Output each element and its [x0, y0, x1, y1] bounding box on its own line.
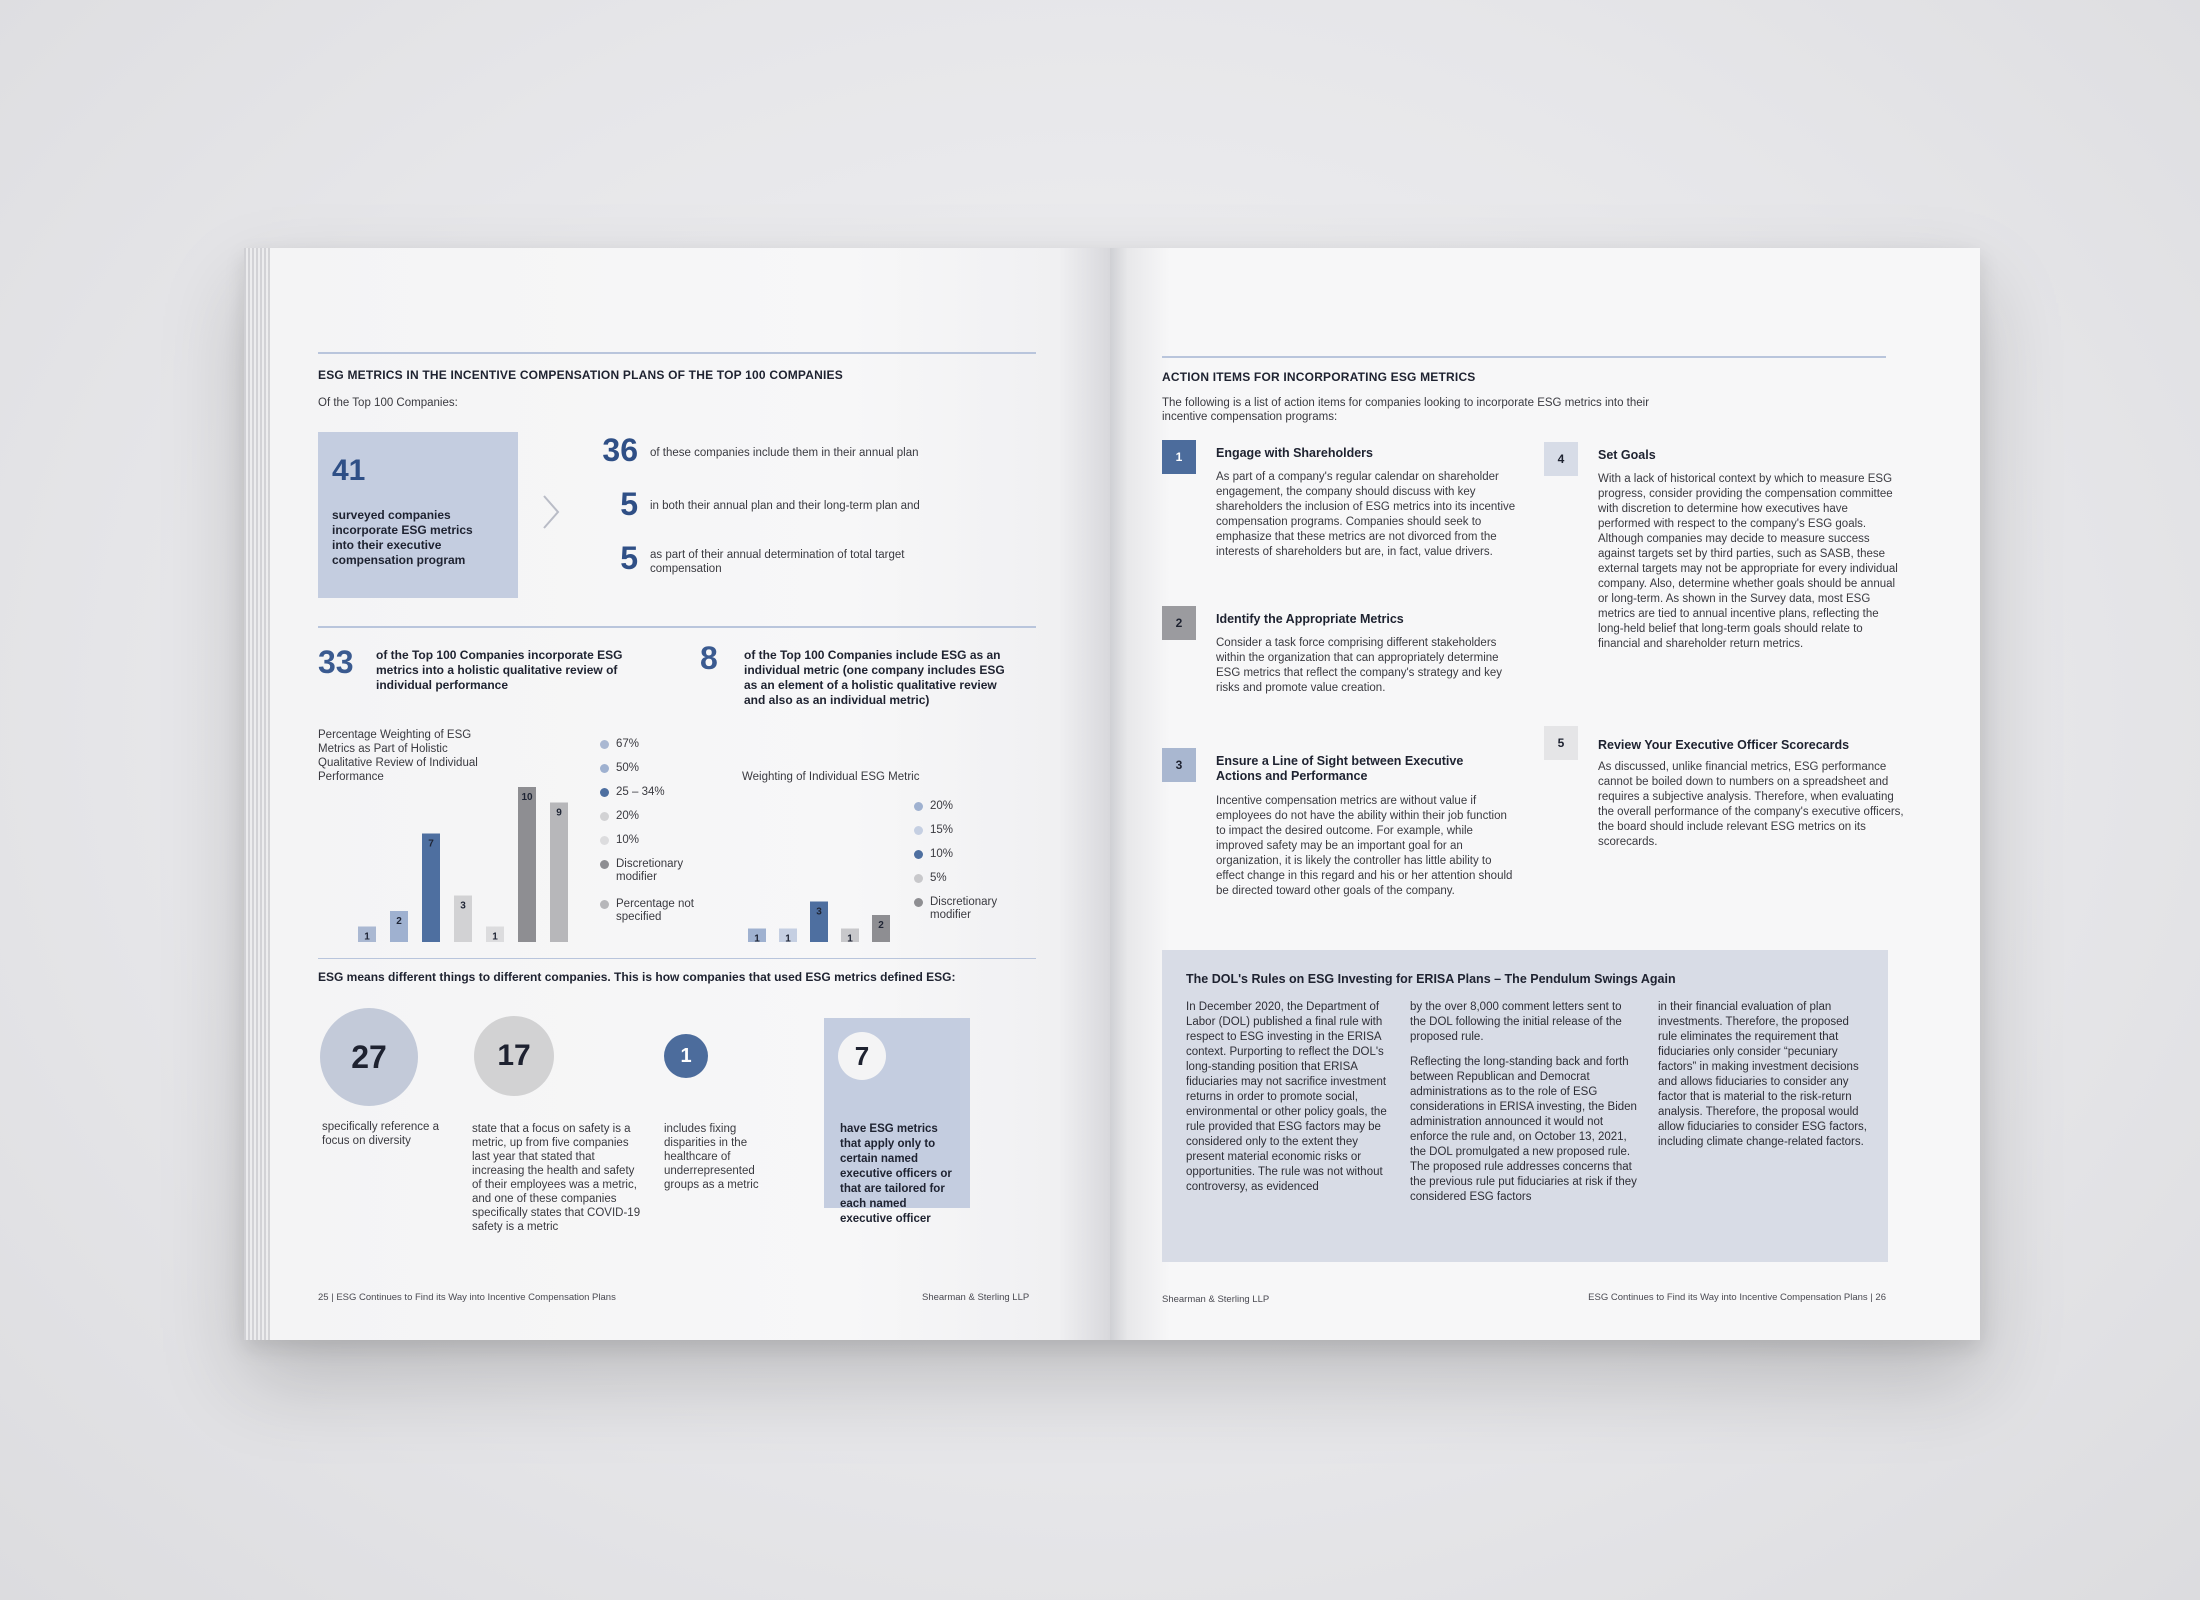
item-number-badge: 3 [1162, 748, 1196, 782]
chart-legend [600, 738, 740, 938]
dol-paragraph: Reflecting the long-standing back and forth between Republican and Democrat administrations as to the role of ESG considerations in ERISA investing, the Biden administration announced it would not enforce the rule and, on October 13, 2021, the DOL promulgated a new proposed rule. The proposed rule addresses concerns that the previous rule put fiduciaries at risk if they considered ESG factors [1410, 1056, 1637, 1203]
stat-circle-text: specifically reference a focus on diversity [322, 1121, 439, 1147]
stat-text: in both their annual plan and their long-term plan and [650, 500, 920, 512]
legend-label: 10% [930, 848, 954, 860]
chart-data-label: 1 [492, 931, 498, 943]
chevron-right-icon [540, 492, 562, 532]
divider [1162, 356, 1886, 358]
chart-data-label: 10 [521, 792, 533, 803]
right-page [1110, 248, 1980, 1340]
legend-swatch [600, 788, 609, 797]
divider [318, 958, 1036, 959]
item-title: Set Goals [1598, 448, 1656, 462]
page-footer-right: Shearman & Sterling LLP [922, 1292, 1030, 1303]
dol-column-1: In December 2020, the Department of Labor (DOL) published a final rule with respect to ESG investing in the ERISA context. Purporting to reflect the DOL's long-standing position that ERISA fiduciaries may not sacrifice investment returns in order to promote social, environmental or other policy goals, the rule provided that ESG factors may be considered only to the extent they present material economic risks or opportunities. The rule was not without controversy, as evidenced [1186, 1001, 1387, 1193]
legend-label: 20% [616, 810, 640, 822]
chart-bar [518, 787, 536, 942]
item-body: As part of a company's regular calendar on shareholder engagement, the company should discuss with key shareholders the inclusion of ESG metrics into its incentive compensation programs. Companies should seek to emphasize that these metrics are not divorced from the interests of shareholders but are, in fact, value drivers. [1216, 471, 1516, 558]
holistic-text: of the Top 100 Companies incorporate ESG metrics into a holistic qualitative review of individual performance [376, 648, 623, 692]
chart-title: Weighting of Individual ESG Metric [742, 771, 920, 783]
legend-label: 10% [616, 834, 640, 846]
highlight-box [824, 1018, 970, 1225]
chart-data-label: 3 [460, 900, 466, 912]
chart-data-label: 1 [785, 933, 791, 945]
item-title: Ensure a Line of Sight between Executive Actions and Performance [1216, 754, 1464, 783]
stat-number: 5 [620, 540, 638, 576]
legend-swatch [914, 802, 923, 811]
page-edges [244, 248, 270, 1340]
stat-circle: 7 [838, 1032, 886, 1080]
item-body: Incentive compensation metrics are without value if employees do not have the ability within their job function to impact the desired outcome. For example, while improved safety may be an important goal for an organization, it is likely the controller has little ability to effect change in this regard and his or her attention should be directed toward other goals of the company. [1216, 795, 1513, 897]
legend-label: Discretionary modifier [930, 896, 998, 921]
item-number-badge: 1 [1162, 440, 1196, 474]
highlight-box [318, 432, 518, 598]
section-title: ACTION ITEMS FOR INCORPORATING ESG METRICS [1162, 370, 1476, 384]
legend-label: 25 – 34% [616, 786, 665, 798]
stat-number: 36 [602, 432, 638, 468]
item-number-badge: 5 [1544, 726, 1578, 760]
individual-number: 8 [700, 640, 718, 676]
section-subtitle: Of the Top 100 Companies: [318, 397, 458, 409]
stat-number: 5 [620, 486, 638, 522]
section-title: ESG METRICS IN THE INCENTIVE COMPENSATION PLANS OF THE TOP 100 COMPANIES [318, 368, 843, 382]
legend-swatch [600, 740, 609, 749]
dol-paragraph: by the over 8,000 comment letters sent to the DOL following the initial release of the proposed rule. [1410, 1001, 1622, 1043]
chart-data-label: 3 [816, 906, 822, 918]
legend-label: Discretionary modifier [616, 858, 684, 883]
individual-text: of the Top 100 Companies include ESG as an individual metric (one company includes ESG as an element of a holistic qualitative review and also as an individual metric) [744, 648, 1005, 707]
item-body: With a lack of historical context by which to measure ESG progress, consider providing the compensation committee with discretion to determine how executives have performed with respect to the company's ESG goals. Although companies may decide to measure success against targets set by third parties, such as SASB, these external targets may not be appropriate for every individual company. Also, determine whether goals should be annual or long-term. As shown in the Survey data, most ESG metrics are tied to annual incentive plans, reflecting the long-held belief that long-term goals should relate to financial and shareholder return metrics. [1598, 473, 1898, 650]
legend-swatch [600, 812, 609, 821]
chart-data-label: 9 [556, 807, 562, 819]
stat-circle-text: have ESG metrics that apply only to certain named executive officers or that are tailored for each named executive officer [840, 1123, 952, 1225]
legend-swatch [600, 860, 609, 869]
dol-column-2 [1410, 1000, 1640, 1215]
legend-label: Percentage not specified [616, 898, 695, 923]
holistic-number: 33 [318, 644, 354, 680]
item-number-badge: 4 [1544, 442, 1578, 476]
stat-circle: 1 [664, 1034, 708, 1078]
chart-bar [422, 834, 440, 943]
box-number: 41 [332, 454, 366, 487]
chart-data-label: 1 [364, 931, 370, 943]
item-title: Review Your Executive Officer Scorecards [1598, 738, 1850, 752]
legend-label: 50% [616, 762, 640, 774]
legend-swatch [600, 900, 609, 909]
legend-label: 5% [930, 872, 947, 884]
chart-bar [550, 803, 568, 943]
divider [318, 352, 1036, 354]
page-footer-left: Shearman & Sterling LLP [1162, 1294, 1270, 1305]
legend-swatch [914, 826, 923, 835]
stat-circle: 27 [320, 1008, 418, 1106]
legend-swatch [914, 874, 923, 883]
individual-weighting-chart [744, 788, 924, 948]
legend-swatch [600, 836, 609, 845]
chart-legend [914, 800, 1024, 940]
holistic-weighting-chart [354, 768, 604, 948]
dol-callout-box [1162, 950, 1888, 1262]
item-title: Identify the Appropriate Metrics [1216, 612, 1404, 626]
stat-text: as part of their annual determination of total target compensation [650, 549, 905, 575]
dol-title: The DOL's Rules on ESG Investing for ERISA Plans – The Pendulum Swings Again [1186, 972, 1676, 986]
chart-title: Percentage Weighting of ESG Metrics as Part of Holistic Qualitative Review of Individual Performance [318, 729, 478, 783]
stat-circle: 17 [474, 1016, 554, 1096]
legend-swatch [914, 898, 923, 907]
chart-data-label: 1 [847, 933, 853, 945]
box-text: surveyed companies incorporate ESG metrics into their executive compensation program [332, 508, 473, 567]
chart-data-label: 7 [428, 838, 434, 850]
section-intro: The following is a list of action items for companies looking to incorporate ESG metrics into their incentive compensation programs: [1162, 397, 1650, 423]
page-footer-right: ESG Continues to Find its Way into Incentive Compensation Plans | 26 [1588, 1292, 1886, 1303]
chart-data-label: 1 [754, 933, 760, 945]
dol-column-3: in their financial evaluation of plan investments. Therefore, the proposed rule eliminates the requirement that fiduciaries only consider “pecuniary factors” in making investment decisions and allows fiduciaries to consider any factor that is material to the risk-return analysis. Therefore, the proposal would allow fiduciaries to consider ESG factors, including climate change-related factors. [1658, 1001, 1868, 1148]
item-body: As discussed, unlike financial metrics, ESG performance cannot be boiled down to numbers on a spreadsheet and requires a subjective analysis. Therefore, when evaluating the overall performance of the company's executive officers, the board should include relevant ESG metrics on its scorecards. [1598, 761, 1904, 848]
page-footer-left: 25 | ESG Continues to Find its Way into Incentive Compensation Plans [318, 1292, 616, 1303]
chart-data-label: 2 [396, 916, 402, 927]
item-body: Consider a task force comprising different stakeholders within the organization that can appropriately determine ESG metrics that reflect the company's strategy and key risks and promote value creation. [1216, 637, 1502, 694]
stat-circle-text: includes fixing disparities in the healthcare of underrepresented groups as a metric [664, 1123, 759, 1191]
stat-text: of these companies include them in their annual plan [650, 447, 919, 459]
divider [318, 626, 1036, 628]
stats-list [592, 432, 1032, 602]
esg-definition-title: ESG means different things to different companies. This is how companies that used ESG metrics defined ESG: [318, 970, 956, 984]
left-page [244, 248, 1110, 1340]
legend-swatch [600, 764, 609, 773]
chart-data-label: 2 [878, 920, 884, 931]
stat-circle-text: state that a focus on safety is a metric, up from five companies last year that stated that increasing the health and safety of their employees was a metric, and one of these companies specifically states that COVID-19 safety is a metric [472, 1123, 641, 1233]
item-title: Engage with Shareholders [1216, 446, 1373, 460]
item-number-badge: 2 [1162, 606, 1196, 640]
legend-swatch [914, 850, 923, 859]
legend-label: 20% [930, 800, 954, 812]
open-brochure [244, 248, 1980, 1340]
legend-label: 67% [616, 738, 640, 750]
legend-label: 15% [930, 824, 954, 836]
